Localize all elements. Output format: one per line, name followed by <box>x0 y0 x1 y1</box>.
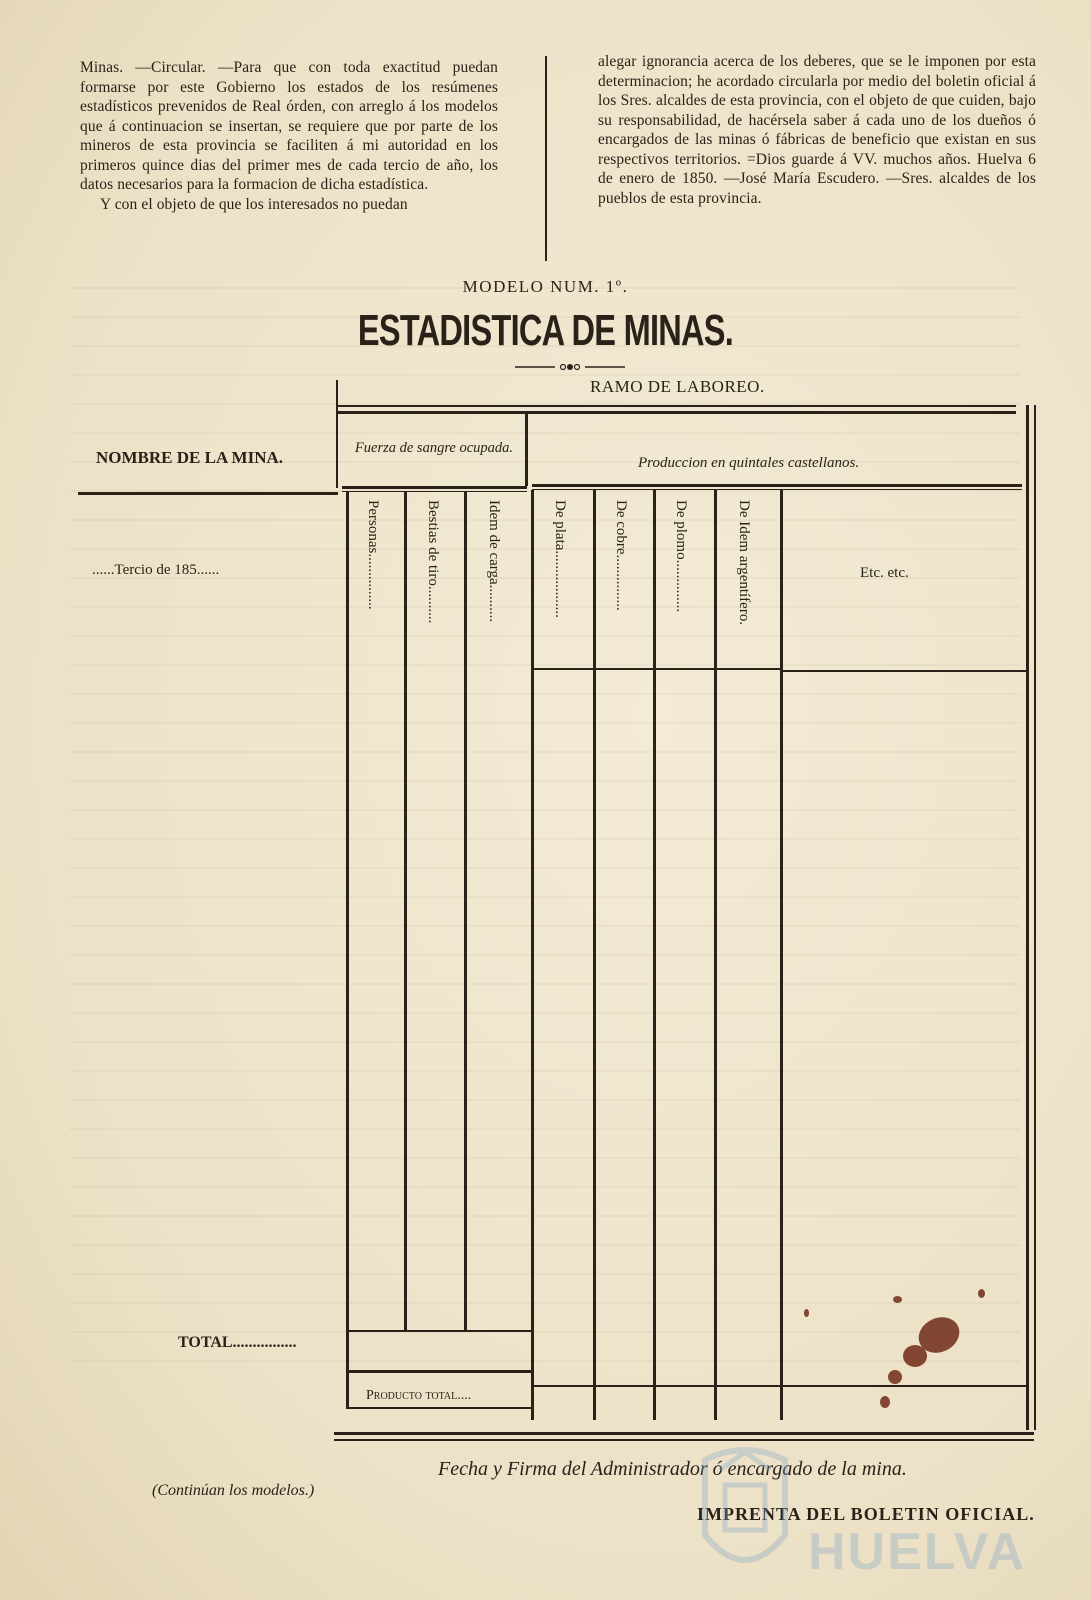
col-plomo: De plomo.............. <box>673 500 689 613</box>
col-bestias-tiro: Bestias de tiro.......... <box>425 500 441 624</box>
table-line <box>78 492 338 495</box>
table-line <box>346 492 349 1407</box>
column-divider <box>545 56 547 261</box>
table-line <box>714 490 717 1420</box>
form-title: ESTADISTICA DE MINAS. <box>357 306 734 355</box>
continuation-note: (Continúan los modelos.) <box>152 1482 315 1499</box>
ink-stain-decoration <box>978 1289 985 1298</box>
table-line <box>346 1330 534 1332</box>
col-personas: Personas............... <box>365 500 381 610</box>
watermark-text: HUELVA <box>808 1523 1027 1581</box>
model-number: MODELO NUM. 1º. <box>462 277 629 296</box>
table-line <box>593 490 596 1420</box>
circular-text-right <box>598 52 1036 208</box>
fuerza-header: Fuerza de sangre ocupada. <box>354 440 514 456</box>
table-line <box>780 490 783 1420</box>
table-line <box>346 1370 534 1373</box>
col-argentifero: De Idem argentífero. <box>736 500 752 626</box>
ink-stain-decoration <box>888 1370 902 1384</box>
ink-stain-decoration <box>903 1345 927 1367</box>
mine-name-header: NOMBRE DE LA MINA. <box>96 448 284 467</box>
table-line <box>336 380 338 488</box>
col-idem-carga: Idem de carga.......... <box>486 500 502 623</box>
bleed-through-decoration <box>70 270 1020 1370</box>
table-line <box>404 492 407 1332</box>
circular-paragraph-3: alegar ignorancia acerca de los deberes, que se le imponen por esta determinacion; he acordado circularla por medio del boletin oficial á los Sres. alcaldes de esta provincia, con el objeto de que cuiden, bajo su responsabilidad, de hacérsela saber á cada uno de los dueños ó encargados de las minas ó fábricas de beneficio que existan en sus respectivos territorios. =Dios guarde á VV. muchos años. Huelva 6 de enero de 1850. —José María Escudero. —Sres. alcaldes de los pueblos de esta provincia. <box>598 53 1036 207</box>
ramo-label: RAMO DE LABOREO. <box>590 377 765 396</box>
table-line <box>346 1407 534 1409</box>
produccion-header: Produccion en quintales castellanos. <box>638 455 860 471</box>
table-line <box>342 491 527 492</box>
ink-stain-decoration <box>893 1296 902 1303</box>
total-label: TOTAL................ <box>178 1334 297 1351</box>
circular-paragraph-2: Y con el objeto de que los interesados no puedan <box>100 195 408 213</box>
table-line <box>532 484 1022 487</box>
table-line <box>1034 405 1036 1430</box>
archive-watermark <box>690 1440 1027 1590</box>
printer-imprint: IMPRENTA DEL BOLETIN OFICIAL. <box>697 1504 1035 1524</box>
col-cobre: De cobre............... <box>613 500 629 611</box>
ornament-icon <box>515 362 625 372</box>
table-line <box>780 670 1026 672</box>
table-line <box>532 489 1022 490</box>
tercio-label: ......Tercio de 185...... <box>92 562 220 578</box>
table-line <box>531 668 781 670</box>
ink-stain-decoration <box>880 1396 890 1408</box>
crest-icon <box>690 1440 800 1590</box>
table-line <box>653 490 656 1420</box>
table-line <box>338 405 1016 407</box>
col-plata: De plata.................. <box>552 500 568 618</box>
col-etc: Etc. etc. <box>860 565 909 581</box>
table-line <box>1026 405 1029 1430</box>
signature-line: Fecha y Firma del Administrador ó encargado de la mina. <box>438 1458 907 1480</box>
ink-stain-decoration <box>804 1309 809 1317</box>
table-line <box>334 1432 1034 1435</box>
table-line <box>338 411 1016 414</box>
table-line <box>464 492 467 1332</box>
table-line <box>531 490 534 1420</box>
producto-total-label: Producto total.... <box>366 1388 472 1403</box>
circular-paragraph-1: Minas. —Circular. —Para que con toda exactitud puedan formarse por este Gobierno los estados de los resúmenes estadísticos prevenidos de Real órden, con arreglo á los modelos que á continuacion se insertan, se requiere que por parte de los mineros de esta provincia se faciliten á mi autoridad en los primeros quince dias del primer mes de cada tercio de año, los datos necesarios para la formacion de dicha estadística. <box>80 59 498 193</box>
table-line <box>534 1385 1026 1387</box>
table-line <box>342 486 527 489</box>
circular-text-left <box>80 58 498 214</box>
table-line <box>525 414 528 486</box>
